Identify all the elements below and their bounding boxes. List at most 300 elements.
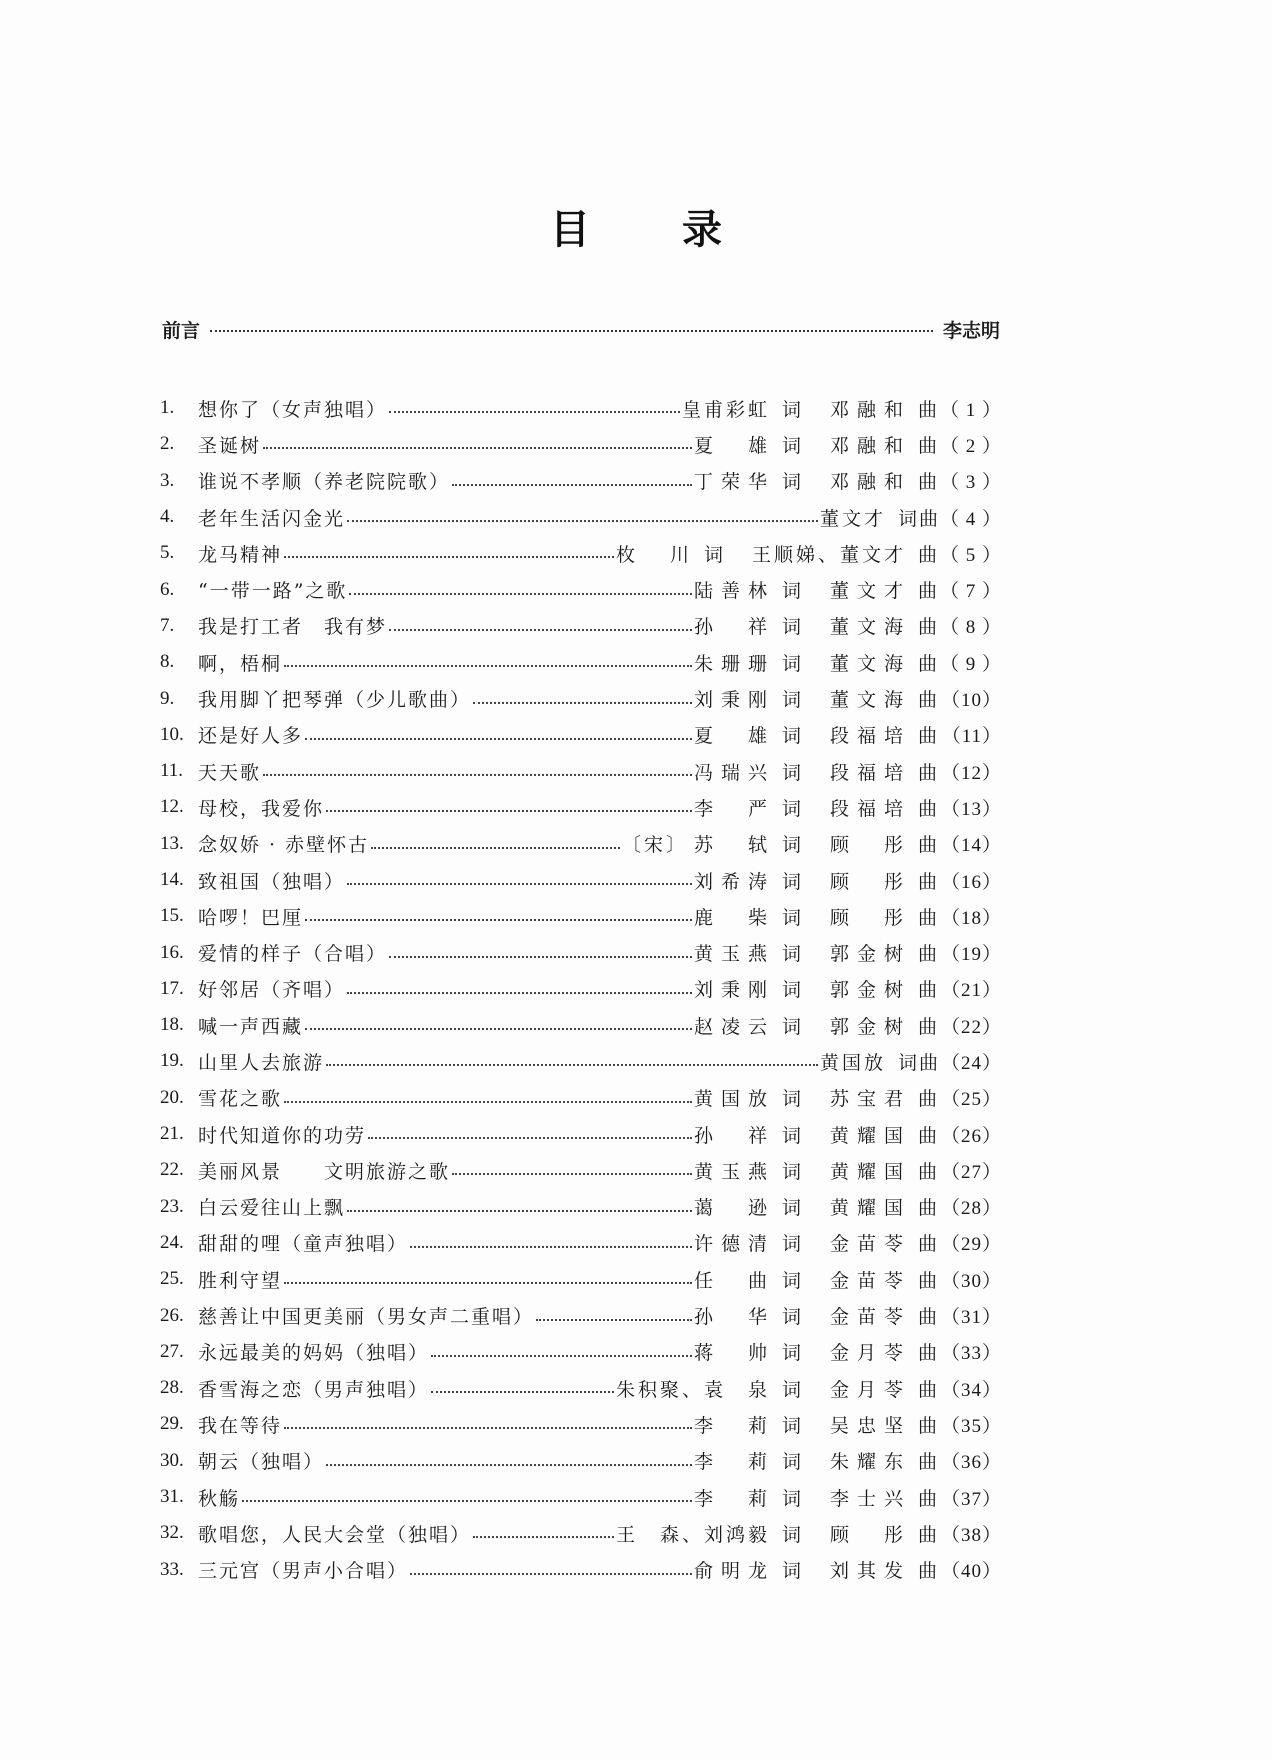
dot-leader [452, 484, 692, 486]
lyricist: 蔼 逊 [693, 1197, 770, 1220]
lyrics-label: 词 [781, 979, 804, 1002]
song-title: 念奴娇 · 赤壁怀古 [198, 834, 370, 857]
dot-leader [305, 1028, 692, 1030]
entry-number: 7. [160, 614, 175, 636]
credits [616, 1520, 940, 1547]
lyricist: 黄玉燕 [693, 1160, 770, 1183]
lyrics-label: 词 [781, 434, 804, 457]
credits [694, 1447, 940, 1474]
music-label: 曲 [917, 616, 940, 639]
music-label: 曲 [917, 1378, 940, 1401]
song-title: 啊，梧桐 [198, 652, 283, 675]
page-number: （ 4 ） [940, 508, 1003, 530]
dot-leader [347, 883, 692, 885]
page-number: （40） [940, 1561, 1002, 1583]
lyrics-label: 词 [781, 398, 804, 421]
lyricist: 黄国放 [693, 1088, 770, 1111]
music-label: 曲 [917, 1414, 940, 1437]
toc-entry[interactable] [160, 1334, 1002, 1370]
composer: 段福培 [829, 797, 906, 820]
lyrics-label: 词 [781, 1088, 804, 1111]
preface-entry[interactable] [162, 316, 1000, 346]
page-number: （33） [940, 1343, 1002, 1365]
toc-entry[interactable] [160, 644, 1002, 680]
dot-leader [473, 702, 692, 704]
song-title: 甜甜的哩（童声独唱） [198, 1233, 409, 1256]
composer: 刘其发 [829, 1560, 906, 1583]
lyrics-label: 词 [781, 834, 804, 857]
entry-number: 19. [160, 1050, 184, 1072]
entry-number: 32. [160, 1522, 184, 1544]
dot-leader [284, 556, 614, 558]
entry-number: 17. [160, 977, 184, 999]
lyrics-label: 词 [781, 1197, 804, 1220]
page-number: （34） [940, 1379, 1002, 1401]
toc-entry[interactable] [160, 826, 1002, 862]
toc-entry[interactable] [160, 1152, 1002, 1188]
dot-leader [368, 1137, 692, 1139]
lyricist: 黄玉燕 [693, 943, 770, 966]
dot-leader [210, 330, 933, 332]
toc-entry[interactable] [160, 1189, 1002, 1225]
dot-leader [284, 1101, 692, 1103]
dot-leader [536, 1319, 692, 1321]
lyricist: 刘希涛 [693, 870, 770, 893]
dot-leader [431, 1391, 614, 1393]
lyrics-label: 词 [781, 1306, 804, 1329]
music-label: 曲 [917, 652, 940, 675]
page-number: （ 3 ） [940, 472, 1003, 494]
toc-entry[interactable] [160, 1225, 1002, 1261]
music-label: 曲 [917, 1342, 940, 1365]
music-label: 曲 [917, 689, 940, 712]
song-title: 胜利守望 [198, 1269, 283, 1292]
credits [694, 1411, 940, 1438]
entry-number: 25. [160, 1268, 184, 1290]
lyrics-label: 词 [781, 725, 804, 748]
lyricist: 赵凌云 [693, 1015, 770, 1038]
toc-entry[interactable] [160, 1007, 1002, 1043]
composer: 金苗苓 [829, 1306, 906, 1329]
dot-leader [284, 1282, 692, 1284]
music-label: 曲 [917, 979, 940, 1002]
entry-number: 13. [160, 832, 184, 854]
song-title: 歌唱您，人民大会堂（独唱） [198, 1523, 472, 1546]
credits [820, 1048, 940, 1075]
song-title: 圣诞树 [198, 434, 262, 457]
page-number: （ 1 ） [940, 399, 1003, 421]
page-number: （10） [940, 690, 1002, 712]
dot-leader [326, 1064, 818, 1066]
music-label: 曲 [917, 1269, 940, 1292]
entry-number: 24. [160, 1231, 184, 1253]
song-title: 秋觞 [198, 1487, 241, 1510]
dot-leader [347, 1210, 692, 1212]
dot-leader [389, 956, 692, 958]
credits [694, 612, 940, 639]
composer: 邓融和 [829, 471, 906, 494]
toc-entry[interactable] [160, 1297, 1002, 1333]
entry-number: 22. [160, 1159, 184, 1181]
credits [616, 540, 940, 567]
lyrics-label: 词 [781, 1451, 804, 1474]
page-number: （22） [940, 1016, 1002, 1038]
entry-number: 1. [160, 397, 175, 419]
song-title: 雪花之歌 [198, 1088, 283, 1111]
credits [694, 431, 940, 458]
entry-number: 8. [160, 651, 175, 673]
toc-entry[interactable] [160, 753, 1002, 789]
lyrics-label: 词 [781, 1233, 804, 1256]
page-number: （11） [941, 726, 1002, 748]
music-label: 曲 [917, 1197, 940, 1220]
dot-leader [410, 1246, 692, 1248]
dot-leader [305, 919, 692, 921]
lyrics-label: 词 [703, 543, 726, 566]
credits [694, 1157, 940, 1184]
composer: 苏宝君 [829, 1088, 906, 1111]
toc-entry[interactable] [160, 1515, 1002, 1551]
composer: 顾 彤 [829, 834, 906, 857]
entry-number: 31. [160, 1486, 184, 1508]
toc-entry[interactable] [160, 535, 1002, 571]
lyrics-label: 词 [781, 1414, 804, 1437]
composer: 吴忠坚 [829, 1414, 906, 1437]
lyricist: 冯瑞兴 [693, 761, 770, 784]
credits [694, 685, 940, 712]
page-number: （38） [940, 1524, 1002, 1546]
dot-leader [347, 992, 692, 994]
lyricist: 皇甫彩虹 [681, 398, 770, 421]
lyrics-label: 词 [781, 761, 804, 784]
lyrics-label: 词 [781, 1560, 804, 1583]
page-number: （37） [940, 1488, 1002, 1510]
composer: 段福培 [829, 725, 906, 748]
credits [694, 867, 940, 894]
entry-number: 6. [160, 578, 175, 600]
page-number: （25） [940, 1089, 1002, 1111]
lyricist-composer: 董文才 [819, 507, 886, 530]
credits [694, 758, 940, 785]
composer: 金苗苓 [829, 1269, 906, 1292]
credits [694, 1193, 940, 1220]
composer: 顾 彤 [829, 906, 906, 929]
composer: 董文海 [829, 652, 906, 675]
lyrics-label: 词 [781, 1523, 804, 1546]
page-number: （27） [940, 1161, 1002, 1183]
dot-leader [349, 593, 692, 595]
dot-leader [284, 665, 692, 667]
page-number: （24） [940, 1052, 1002, 1074]
lyricist: 俞明龙 [693, 1560, 770, 1583]
music-label: 曲 [917, 1233, 940, 1256]
dot-leader [284, 1427, 692, 1429]
toc-entry[interactable] [160, 1116, 1002, 1152]
song-title: 慈善让中国更美丽（男女声二重唱） [198, 1306, 535, 1329]
composer: 邓融和 [829, 434, 906, 457]
song-title: 我用脚丫把琴弹（少儿歌曲） [198, 689, 472, 712]
lyricist: 朱积聚、袁 泉 [615, 1378, 770, 1401]
dot-leader [431, 1355, 692, 1357]
page-number: （29） [940, 1234, 1002, 1256]
entry-number: 10. [160, 723, 184, 745]
entry-number: 30. [160, 1449, 184, 1471]
composer: 顾 彤 [829, 1523, 906, 1546]
toc-entry[interactable] [160, 608, 1002, 644]
composer: 朱耀东 [829, 1451, 906, 1474]
lyricist: 孙 祥 [693, 1124, 770, 1147]
credits [694, 1338, 940, 1365]
entry-number: 21. [160, 1123, 184, 1145]
toc-entry[interactable] [160, 499, 1002, 535]
page-number: （13） [940, 798, 1002, 820]
lyricist: 鹿 柴 [693, 906, 770, 929]
composer: 董文才 [829, 580, 906, 603]
credits [694, 721, 940, 748]
page-title [0, 198, 1272, 255]
song-title: 好邻居（齐唱） [198, 979, 346, 1002]
lyricist: 任 曲 [693, 1269, 770, 1292]
music-label: 曲 [917, 761, 940, 784]
title-char-2: 录 [682, 206, 722, 253]
entry-number: 11. [160, 760, 184, 782]
song-title: 三元宫（男声小合唱） [198, 1560, 409, 1583]
entry-number: 9. [160, 687, 175, 709]
toc-list [160, 390, 1002, 1588]
composer: 董文海 [829, 689, 906, 712]
page-number: （26） [940, 1125, 1002, 1147]
entry-number: 26. [160, 1304, 184, 1326]
toc-entry[interactable] [160, 1406, 1002, 1442]
preface-label: 前言 [162, 320, 201, 342]
song-title: 母校，我爱你 [198, 797, 325, 820]
page-number: （ 9 ） [940, 653, 1003, 675]
music-label: 曲 [917, 725, 940, 748]
song-title: 永远最美的妈妈（独唱） [198, 1342, 430, 1365]
song-title: 我在等待 [198, 1414, 283, 1437]
lyrics-label: 词 [781, 797, 804, 820]
credits [682, 395, 940, 422]
entry-number: 15. [160, 905, 184, 927]
page-number: （18） [940, 907, 1002, 929]
toc-entry[interactable] [160, 717, 1002, 753]
toc-entry[interactable] [160, 789, 1002, 825]
toc-entry[interactable] [160, 898, 1002, 934]
dot-leader [473, 1536, 614, 1538]
music-label: 曲 [917, 1015, 940, 1038]
song-title: 香雪海之恋（男声独唱） [198, 1378, 430, 1401]
toc-entry[interactable] [160, 934, 1002, 970]
lyrics-label: 词 [781, 870, 804, 893]
page-number: （14） [940, 835, 1002, 857]
credits [694, 903, 940, 930]
music-label: 曲 [917, 1523, 940, 1546]
music-label: 曲 [917, 398, 940, 421]
page-number: （19） [940, 944, 1002, 966]
page-number: （ 5 ） [940, 544, 1003, 566]
lyricist: 朱珊珊 [693, 652, 770, 675]
lyricist: 刘秉刚 [693, 979, 770, 1002]
toc-entry[interactable] [160, 862, 1002, 898]
entry-number: 20. [160, 1086, 184, 1108]
entry-number: 12. [160, 796, 184, 818]
song-title: 白云爱往山上飘 [198, 1197, 346, 1220]
toc-entry[interactable] [160, 571, 1002, 607]
credits [694, 649, 940, 676]
toc-entry[interactable] [160, 1479, 1002, 1515]
toc-entry[interactable] [160, 426, 1002, 462]
toc-entry[interactable] [160, 1443, 1002, 1479]
lyricist: 李 莉 [693, 1414, 770, 1437]
page-number: （16） [940, 871, 1002, 893]
toc-entry[interactable] [160, 1552, 1002, 1588]
page-number: （28） [940, 1198, 1002, 1220]
dot-leader [371, 847, 620, 849]
lyricist-composer: 黄国放 [819, 1051, 886, 1074]
lyricist: 李 严 [693, 797, 770, 820]
credits [616, 1375, 940, 1402]
music-label: 曲 [917, 1124, 940, 1147]
toc-entry[interactable] [160, 1261, 1002, 1297]
preface-author: 李志明 [942, 320, 1000, 342]
lyrics-label: 词 [781, 1342, 804, 1365]
entry-number: 28. [160, 1377, 184, 1399]
toc-entry[interactable] [160, 390, 1002, 426]
page-number: （35） [940, 1415, 1002, 1437]
composer: 金月苓 [829, 1378, 906, 1401]
toc-entry[interactable] [160, 463, 1002, 499]
composer: 李士兴 [829, 1487, 906, 1510]
credits [694, 1302, 940, 1329]
lyricist: 孙 华 [693, 1306, 770, 1329]
music-label: 曲 [917, 471, 940, 494]
song-title: 谁说不孝顺（养老院院歌） [198, 471, 451, 494]
music-label: 曲 [917, 797, 940, 820]
credits [694, 1266, 940, 1293]
credits [694, 1229, 940, 1256]
dot-leader [452, 1173, 692, 1175]
song-title: 时代知道你的功劳 [198, 1124, 367, 1147]
song-title: 致祖国（独唱） [198, 870, 346, 893]
dot-leader [389, 629, 692, 631]
composer: 郭金树 [829, 943, 906, 966]
song-title: 美丽风景 文明旅游之歌 [198, 1160, 451, 1183]
toc-entry[interactable] [160, 1043, 1002, 1079]
entry-number: 4. [160, 506, 175, 528]
song-title: 老年生活闪金光 [198, 507, 346, 530]
lyrics-label: 词 [781, 616, 804, 639]
toc-entry[interactable] [160, 1080, 1002, 1116]
lyrics-label: 词 [781, 652, 804, 675]
dot-leader [305, 738, 692, 740]
composer: 郭金树 [829, 1015, 906, 1038]
title-char-1: 目 [550, 206, 590, 253]
composer: 黄耀国 [829, 1160, 906, 1183]
lyrics-label: 词 [781, 1015, 804, 1038]
lyrics-label: 词 [781, 1160, 804, 1183]
lyrics-music-label: 词曲 [897, 1051, 940, 1074]
dot-leader [410, 1573, 692, 1575]
dot-leader [347, 520, 818, 522]
page-number: （12） [940, 762, 1002, 784]
dot-leader [326, 810, 692, 812]
page-number: （30） [940, 1270, 1002, 1292]
lyrics-label: 词 [781, 580, 804, 603]
lyrics-label: 词 [781, 471, 804, 494]
composer: 段福培 [829, 761, 906, 784]
entry-number: 27. [160, 1340, 184, 1362]
music-label: 曲 [917, 1160, 940, 1183]
lyrics-label: 词 [781, 689, 804, 712]
song-title: 山里人去旅游 [198, 1051, 325, 1074]
page-number: （36） [940, 1452, 1002, 1474]
composer: 王顺娣、董文才 [751, 543, 906, 566]
lyrics-label: 词 [781, 1487, 804, 1510]
music-label: 曲 [917, 434, 940, 457]
entry-number: 29. [160, 1413, 184, 1435]
entry-number: 2. [160, 433, 175, 455]
lyricist: 李 莉 [693, 1487, 770, 1510]
lyricist: 苏 轼 [693, 834, 770, 857]
credits [820, 504, 940, 531]
song-title: 还是好人多 [198, 725, 304, 748]
dot-leader [263, 447, 692, 449]
song-title: 龙马精神 [198, 543, 283, 566]
credits [694, 1084, 940, 1111]
toc-entry[interactable] [160, 971, 1002, 1007]
lyricist: 蒋 帅 [693, 1342, 770, 1365]
composer: 金月苓 [829, 1342, 906, 1365]
page-number: （21） [940, 980, 1002, 1002]
lyricist: 夏 雄 [693, 434, 770, 457]
dot-leader [326, 1464, 692, 1466]
page-number: （ 8 ） [940, 617, 1003, 639]
credits [694, 1556, 940, 1583]
lyricist: 王 森、刘鸿毅 [615, 1523, 770, 1546]
lyricist: 枚 川 [615, 543, 692, 566]
composer: 董文海 [829, 616, 906, 639]
music-label: 曲 [917, 906, 940, 929]
lyricist: 丁荣华 [693, 471, 770, 494]
credits [694, 1012, 940, 1039]
song-title: 我是打工者 我有梦 [198, 616, 388, 639]
entry-number: 23. [160, 1195, 184, 1217]
entry-number: 14. [160, 869, 184, 890]
dot-leader [242, 1500, 692, 1502]
composer: 郭金树 [829, 979, 906, 1002]
song-title: 爱情的样子（合唱） [198, 943, 388, 966]
toc-entry[interactable] [160, 1370, 1002, 1406]
song-title: 想你了（女声独唱） [198, 398, 388, 421]
lyrics-label: 词 [781, 1124, 804, 1147]
credits [694, 576, 940, 603]
lyricist: 许德清 [693, 1233, 770, 1256]
lyricist: 陆善林 [693, 580, 770, 603]
entry-number: 33. [160, 1558, 184, 1580]
music-label: 曲 [917, 834, 940, 857]
lyricist: 刘秉刚 [693, 689, 770, 712]
page-number: （ 7 ） [940, 581, 1003, 603]
composer: 邓融和 [829, 398, 906, 421]
composer: 顾 彤 [829, 870, 906, 893]
toc-entry[interactable] [160, 680, 1002, 716]
lyrics-label: 词 [781, 1378, 804, 1401]
dot-leader [263, 774, 692, 776]
music-label: 曲 [917, 943, 940, 966]
music-label: 曲 [917, 1487, 940, 1510]
song-title: 喊一声西藏 [198, 1015, 304, 1038]
music-label: 曲 [917, 1451, 940, 1474]
